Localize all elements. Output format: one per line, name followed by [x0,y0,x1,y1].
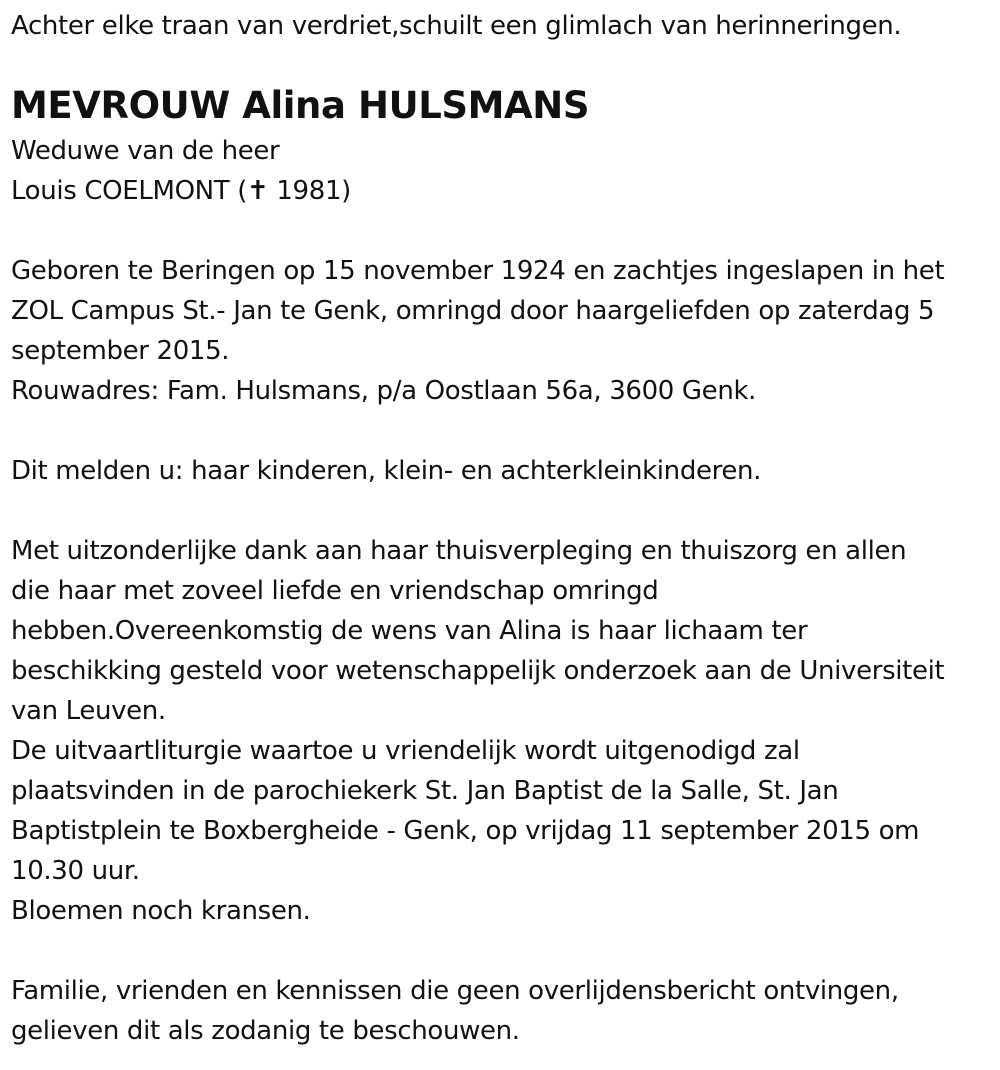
text-line: gelieven dit als zodanig te beschouwen. [11,1016,520,1046]
spouse-line: Louis COELMONT (✝ 1981) [11,176,351,206]
no-flowers-line: Bloemen noch kransen. [11,896,311,926]
text-line: september 2015. [11,336,230,366]
text-line: 10.30 uur. [11,856,140,886]
text-line: beschikking gesteld voor wetenschappelijk onderzoek aan de Universiteit [11,656,945,686]
text-line: die haar met zoveel liefde en vriendschap omringd [11,576,659,606]
text-line: hebben.Overeenkomstig de wens van Alina is haar lichaam ter [11,616,808,646]
text-line: De uitvaartliturgie waartoe u vriendelijk wordt uitgenodigd zal [11,736,800,766]
spacer [11,411,991,451]
spacer [11,211,991,251]
spacer [11,931,991,971]
text-line: van Leuven. [11,696,166,726]
text-line: Met uitzonderlijke dank aan haar thuisverpleging en thuiszorg en allen [11,536,907,566]
deceased-name: MEVROUW Alina HULSMANS [11,84,590,127]
text-line: Baptistplein te Boxbergheide - Genk, op vrijdag 11 september 2015 om [11,816,920,846]
spacer [11,491,991,531]
text-line: plaatsvinden in de parochiekerk St. Jan Baptist de la Salle, St. Jan [11,776,839,806]
thanks-funeral-paragraph [11,531,991,931]
mourning-address: Rouwadres: Fam. Hulsmans, p/a Oostlaan 56a, 3600 Genk. [11,376,757,406]
memorial-quote: Achter elke traan van verdriet,schuilt een glimlach van herinneringen. [11,11,902,41]
text-line: ZOL Campus St.- Jan te Genk, omringd door haargeliefden op zaterdag 5 [11,296,935,326]
closing-paragraph [11,971,991,1051]
text-line: Familie, vrienden en kennissen die geen overlijdensbericht ontvingen, [11,976,899,1006]
text-line: Geboren te Beringen op 15 november 1924 en zachtjes ingeslapen in het [11,256,945,286]
birth-death-paragraph [11,251,991,411]
announced-by-line: Dit melden u: haar kinderen, klein- en achterkleinkinderen. [11,456,762,486]
obituary-notice [11,0,991,1051]
widow-line: Weduwe van de heer [11,136,280,166]
